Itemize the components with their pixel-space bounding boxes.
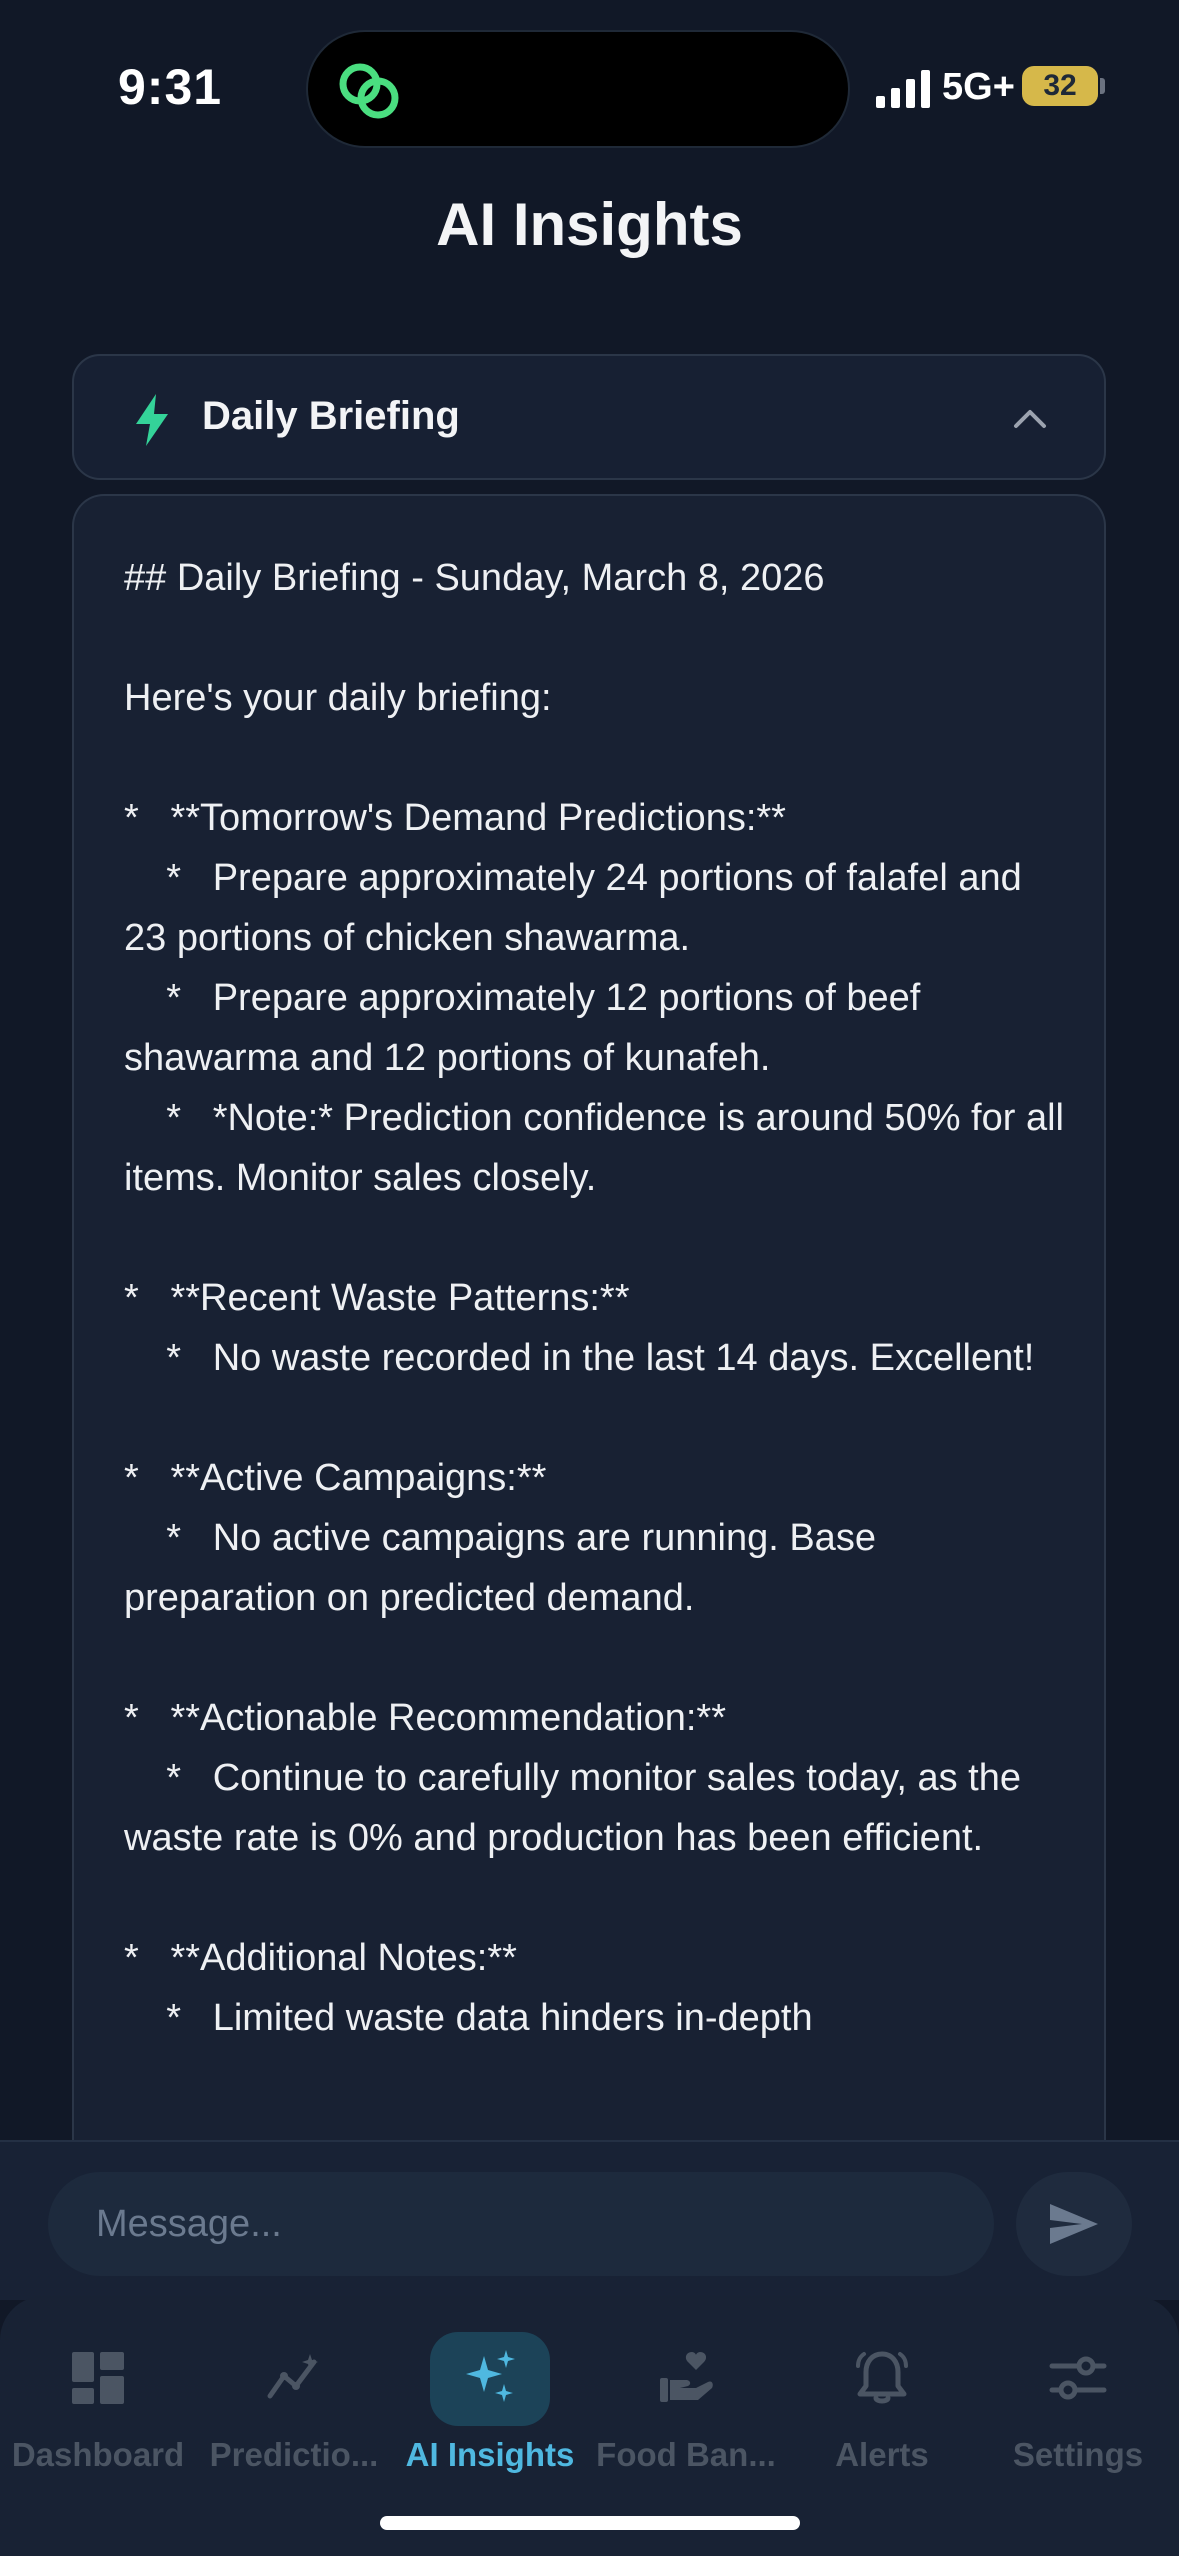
tab-settings[interactable] [980,2336,1176,2506]
tab-ai-insights[interactable] [392,2336,588,2506]
tab-alerts[interactable] [784,2336,980,2506]
daily-briefing-toggle[interactable] [72,354,1106,480]
dynamic-island [306,30,850,148]
home-indicator[interactable] [380,2516,800,2530]
daily-briefing-label: Daily Briefing [202,394,460,438]
page-title: AI Insights [436,191,743,258]
food-bank-icon [656,2348,716,2408]
tab-label-dashboard: Dashboard [11,2436,185,2473]
tab-label-settings: Settings [1012,2436,1144,2473]
tab-food-bank[interactable] [588,2336,784,2506]
tab-label-ai-insights: AI Insights [405,2436,575,2473]
tab-label-food-bank: Food Ban... [596,2436,776,2473]
sliders-icon [1048,2348,1108,2408]
linked-rings-icon [334,58,404,124]
tab-label-alerts: Alerts [835,2436,929,2473]
send-icon [1046,2196,1102,2252]
predictions-icon [264,2348,324,2408]
status-time: 9:31 [118,59,223,115]
tab-predictions[interactable] [196,2336,392,2506]
send-button[interactable] [1016,2172,1132,2276]
briefing-text: ## Daily Briefing - Sunday, March 8, 2026 Here's your daily briefing: * **Tomorrow's Demand Predictions:** * Prepare approximately 24 portions of falafel and 23 portions of chicken shawarma. * Prepare approximately 12 portions of beef shawarma and 12 portions of kunafeh. * *Note:* Prediction confidence is around 50% for all items. Monitor sales closely. * **Recent Waste Patterns:** * No waste recorded in the last 14 days. Excellent! * **Active Campaigns:** * No active campaigns are running. Base preparation on predicted demand. * **Actionable Recommendation:** * Continue to carefully monitor sales today, as the waste rate is 0% and production has been efficient. * **Additional Notes:** * Limited waste data hinders in-depth [124,557,1064,2039]
bell-icon [852,2348,912,2408]
bolt-icon [132,394,172,446]
status-bar [0,0,1179,180]
message-composer [0,2140,1179,2300]
signal-icon [876,70,936,108]
message-input[interactable] [48,2172,994,2276]
dashboard-icon [68,2348,128,2408]
sparkles-icon [460,2348,520,2408]
tab-label-predictions: Predictio... [209,2436,379,2473]
battery-level: 32 [1022,66,1098,106]
chevron-up-icon[interactable] [1010,400,1050,436]
daily-briefing-content[interactable] [72,494,1106,2194]
battery-tip [1100,78,1105,94]
network-label: 5G+ [942,66,1015,108]
tab-dashboard[interactable] [0,2336,196,2506]
